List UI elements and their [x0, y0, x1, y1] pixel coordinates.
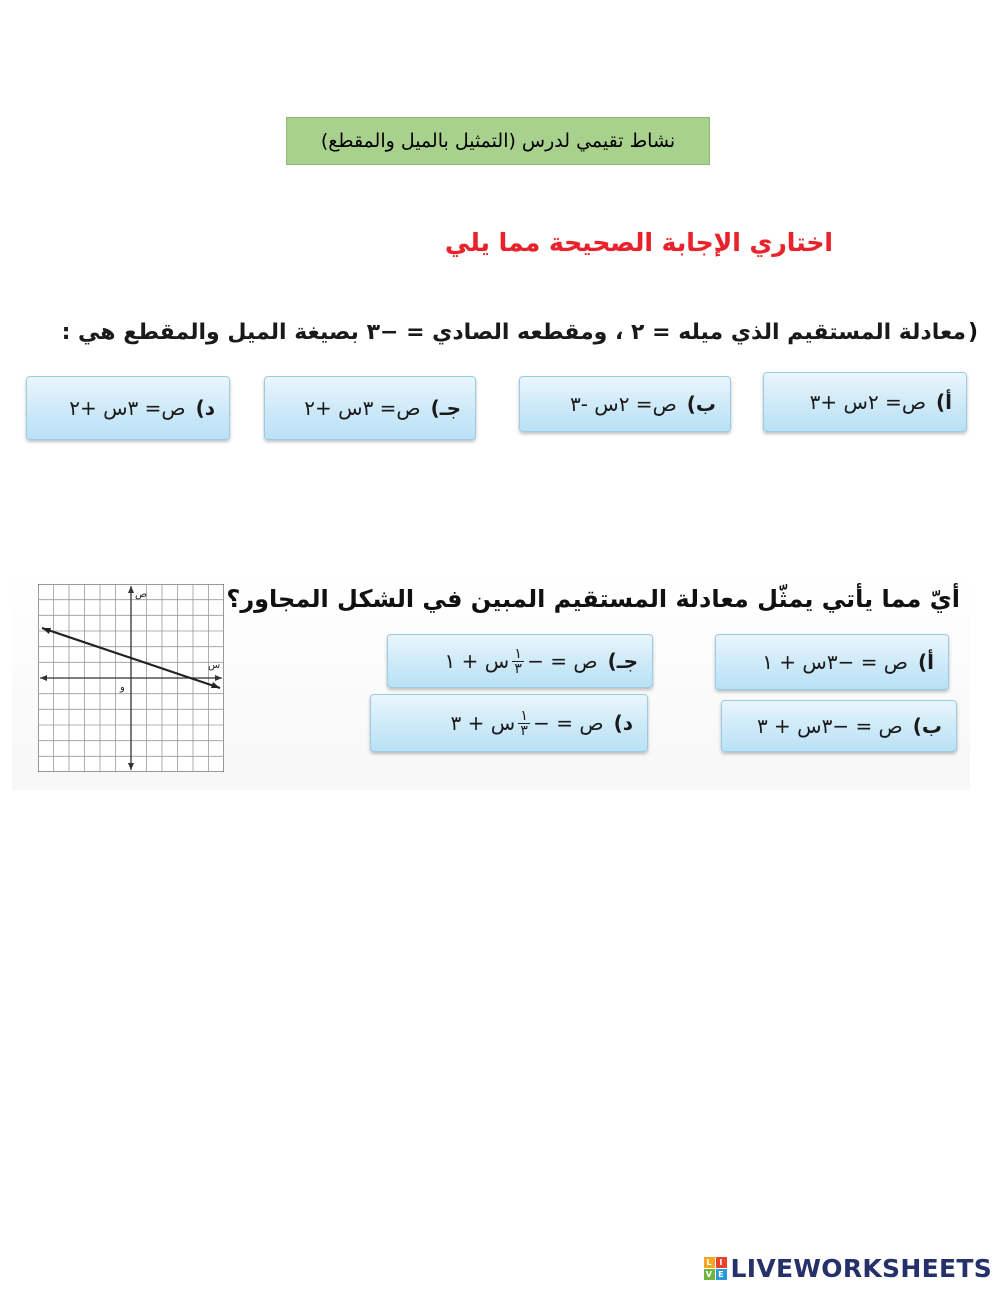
- liveworksheets-logo-icon: L I V E: [704, 1257, 727, 1280]
- x-axis-label: س: [208, 660, 221, 671]
- option-label: د): [195, 396, 215, 420]
- fraction: [512, 647, 524, 676]
- q2-option-c[interactable]: [387, 634, 653, 688]
- option-expression: ص= ٢س -٣: [569, 392, 677, 416]
- fraction-denominator: ٣: [514, 660, 522, 677]
- option-label: جـ): [607, 649, 638, 673]
- option-expression: ص= ٢س +٣: [809, 390, 926, 414]
- y-axis-label: ص: [135, 589, 148, 600]
- option-label: جـ): [430, 396, 461, 420]
- question-1-text: معادلة المستقيم الذي ميله = ٢ ، ومقطعه الصادي = −٣ بصيغة الميل والمقطع هي :: [61, 320, 966, 345]
- option-label: أ): [936, 390, 952, 414]
- option-label: أ): [918, 650, 934, 674]
- option-expression: ص= ٣س +٢: [69, 396, 186, 420]
- question-1-number-bracket: ): [967, 320, 978, 345]
- q1-option-b[interactable]: [519, 376, 731, 432]
- option-expression-suffix: س + ١: [444, 649, 510, 673]
- q1-option-c[interactable]: [264, 376, 476, 440]
- option-expression: ص= ٣س +٢: [304, 396, 421, 420]
- option-expression-prefix: ص = −: [533, 711, 604, 735]
- q2-option-d[interactable]: [370, 694, 648, 752]
- option-label: د): [613, 711, 633, 735]
- brand-name: LIVEWORKSHEETS: [730, 1254, 992, 1283]
- option-label: ب): [686, 392, 716, 416]
- option-label: ب): [912, 714, 942, 738]
- question-2-text: أيّ مما يأتي يمثّل معادلة المستقيم المبين في الشكل المجاور؟: [226, 585, 960, 613]
- q1-option-d[interactable]: [26, 376, 230, 440]
- graph-svg: [38, 584, 224, 772]
- option-expression-prefix: ص = −: [527, 649, 598, 673]
- option-expression-suffix: س + ٣: [450, 711, 516, 735]
- fraction: [518, 709, 530, 738]
- origin-label: و: [120, 682, 125, 693]
- fraction-denominator: ٣: [520, 722, 528, 739]
- q1-option-a[interactable]: [763, 372, 967, 432]
- q2-option-b[interactable]: [721, 700, 957, 752]
- fraction-numerator: ١: [514, 645, 522, 662]
- coordinate-graph: [38, 584, 224, 772]
- instruction-text: اختاري الإجابة الصحيحة مما يلي: [445, 228, 833, 257]
- option-expression: ص = −٣س + ١: [762, 650, 908, 674]
- option-expression: ص = −٣س + ٣: [756, 714, 903, 738]
- fraction-numerator: ١: [520, 707, 528, 724]
- liveworksheets-brand[interactable]: [704, 1254, 992, 1283]
- q2-option-a[interactable]: [715, 634, 949, 690]
- worksheet-title: نشاط تقيمي لدرس (التمثيل بالميل والمقطع): [286, 117, 710, 165]
